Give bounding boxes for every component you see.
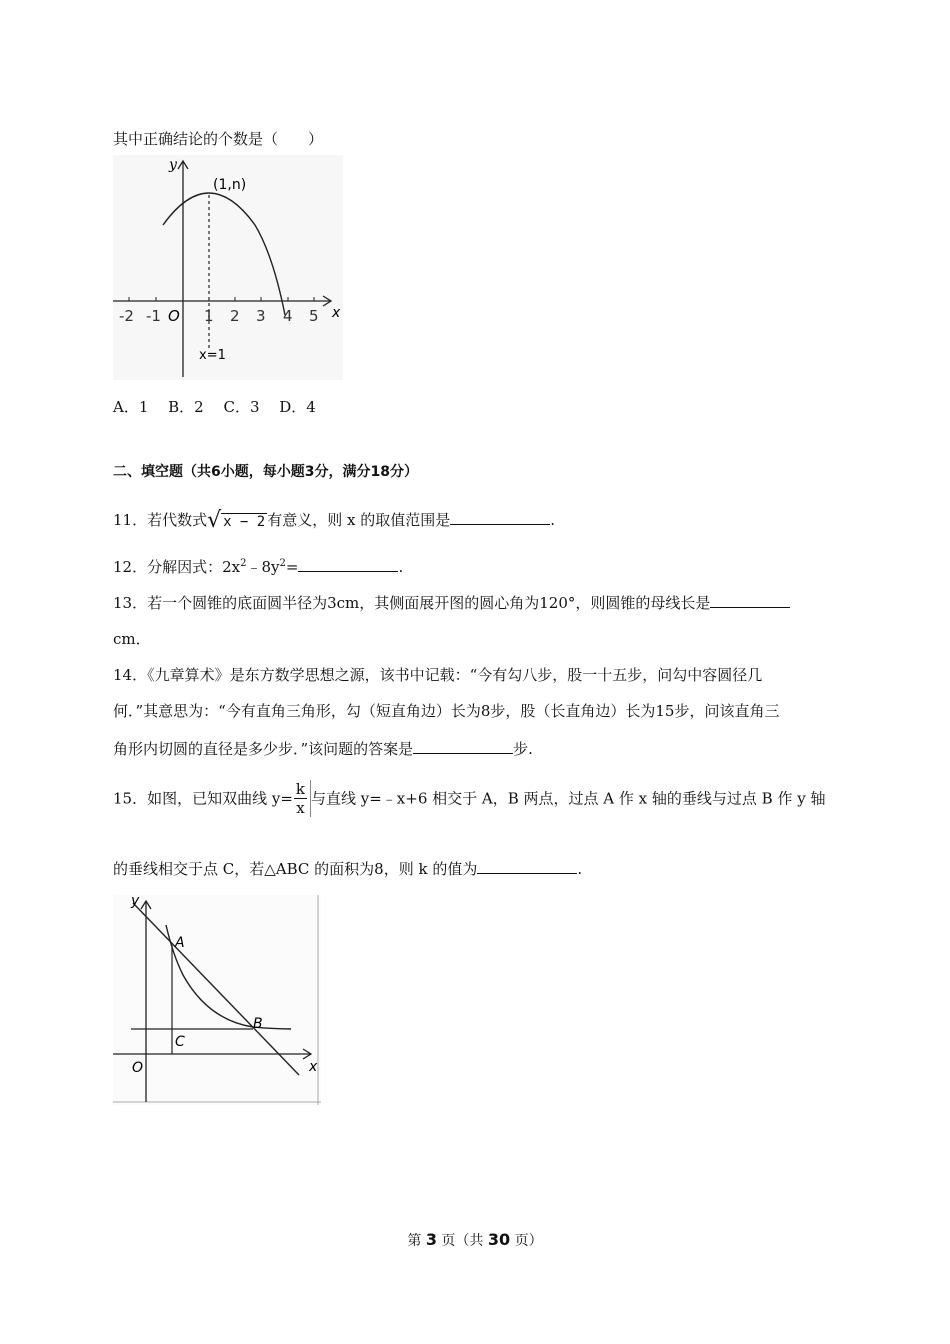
hyperbola-figure (113, 895, 321, 1105)
intro-line: 其中正确结论的个数是（ ） (113, 130, 324, 148)
symmetry-label: x=1 (199, 348, 226, 363)
total-pages: 30 (487, 1230, 511, 1249)
question-15-line2 (113, 858, 582, 879)
frac-numerator: k (295, 780, 305, 798)
question-13-line2: cm． (113, 630, 151, 648)
page-number: 3 (425, 1230, 437, 1249)
q15-line2-end: . (577, 860, 583, 878)
y-axis-label: y (131, 895, 140, 909)
q15-post: 与直线 y=﹣x+6 相交于 A，B 两点，过点 A 作 x 轴的垂线与过点 B 作 y 轴 (311, 789, 826, 808)
origin-label: O (132, 1060, 144, 1076)
q12-sup1: 2 (240, 558, 247, 569)
q12-pre: 12．分解因式：2x (113, 558, 241, 576)
footer-mid: 页（共 (436, 1233, 488, 1249)
q15-pre: 15．如图，已知双曲线 y= (113, 789, 293, 808)
tick-label: -1 (146, 307, 161, 325)
question-14-line2: 何．”其意思为：“今有直角三角形，勾（短直角边）长为8步，股（长直角边）长为15步，问该直角三 (113, 702, 780, 720)
q11-pre: 11．若代数式 (113, 511, 208, 529)
tick-label: -2 (119, 307, 134, 325)
q14-line3-post: 步. (513, 740, 533, 758)
tick-label: 4 (283, 307, 293, 325)
answer-blank (450, 510, 550, 525)
q11-post: 有意义，则 x 的取值范围是 (267, 511, 451, 529)
section-title: 二、填空题（共6小题，每小题3分，满分18分） (113, 464, 418, 480)
tick-label: 5 (309, 307, 319, 325)
sqrt-expression: √ x − 2 (207, 508, 266, 533)
tick-label: 2 (230, 307, 240, 325)
parabola-figure (113, 155, 343, 380)
tick-label: 3 (256, 307, 266, 325)
q12-mid: ﹣8y (246, 558, 280, 576)
q11-end: . (550, 511, 556, 529)
q15-line2-pre: 的垂线相交于点 C，若△ABC 的面积为8，则 k 的值为 (113, 860, 478, 878)
point-b-label: B (253, 1016, 263, 1032)
q12-sup2: 2 (279, 558, 286, 569)
vertex-label: (1,n) (213, 177, 247, 193)
question-14-line3 (113, 738, 533, 759)
question-13-line1 (113, 592, 790, 613)
tick-label: 1 (204, 307, 214, 325)
q13-text: 13．若一个圆锥的底面圆半径为3cm，其侧面展开图的圆心角为120°，则圆锥的母线长是 (113, 594, 711, 612)
radicand: x − 2 (223, 514, 266, 530)
origin-label: O (168, 307, 180, 325)
answer-blank (477, 859, 577, 874)
point-c-label: C (175, 1034, 185, 1050)
q12-post: = (285, 558, 299, 576)
x-axis-label: x (332, 305, 341, 321)
x-axis-label: x (309, 1059, 318, 1075)
answer-blank (413, 739, 513, 754)
page-footer (0, 1230, 950, 1250)
question-15-line1 (113, 780, 825, 817)
footer-post: 页） (510, 1233, 543, 1249)
question-12 (113, 556, 403, 577)
fraction-k-over-x (294, 780, 307, 817)
point-a-label: A (175, 935, 185, 951)
q10-options: A．1 B．2 C．3 D．4 (113, 398, 316, 416)
footer-pre: 第 (407, 1233, 426, 1249)
y-axis-label: y (169, 157, 177, 173)
question-14-line1: 14．《九章算术》是东方数学思想之源，该书中记载：“今有勾八步，股一十五步，问勾中容圆径几 (113, 666, 763, 684)
question-11 (113, 508, 556, 533)
q12-end: . (398, 558, 404, 576)
answer-blank (298, 557, 398, 572)
answer-blank (710, 593, 790, 608)
q14-line3-pre: 角形内切圆的直径是多少步．”该问题的答案是 (113, 740, 414, 758)
frac-denominator: x (296, 799, 305, 817)
